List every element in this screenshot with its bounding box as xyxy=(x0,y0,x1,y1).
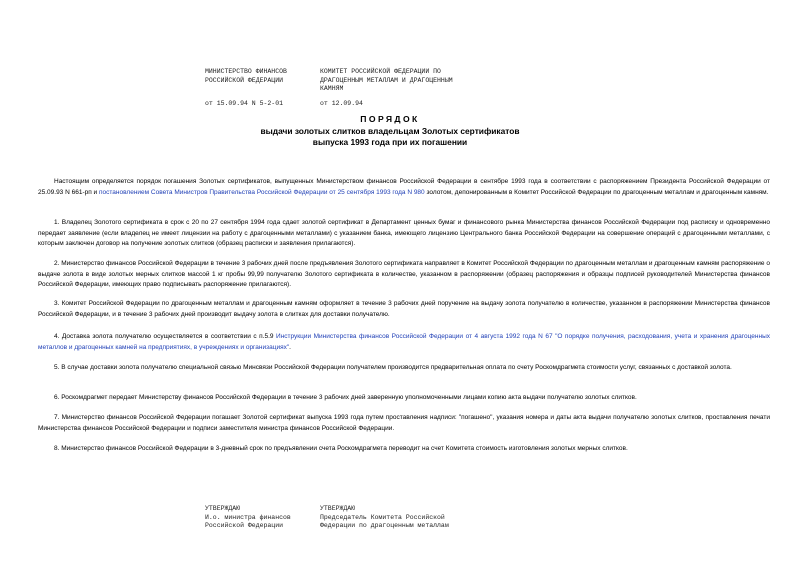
paragraph-text: 3. Комитет Российской Федерации по драгоценным металлам и драгоценным камням оформляет в течение 3 рабочих дней поручение на выдачу золота получателю в количестве, указанном в распоряжении Министерства финансов Российской Федерации, и в течение 3 рабочих дней производит выдачу золота в слитках для доставки получателю. xyxy=(38,300,770,318)
header-right-line: КАМНЯМ xyxy=(320,85,344,92)
approval-right-line: Федерации по драгоценным металлам xyxy=(320,522,449,529)
document-subtitle-line-1: выдачи золотых слитков владельцам Золотых сертификатов xyxy=(260,126,520,136)
header-right-line: КОМИТЕТ РОССИЙСКОЙ ФЕДЕРАЦИИ ПО xyxy=(320,68,441,75)
header-left-line: МИНИСТЕРСТВО ФИНАНСОВ xyxy=(205,68,287,75)
header-right-line: ДРАГОЦЕННЫМ МЕТАЛЛАМ И ДРАГОЦЕННЫМ xyxy=(320,76,453,84)
approval-left-line: УТВЕРЖДАЮ xyxy=(205,505,241,512)
government-decree-link[interactable]: постановлением Совета Министров Правительства Российской Федерации от 25 сентября 1993 года N 980 xyxy=(99,188,425,196)
paragraph-text: 1. Владелец Золотого сертификата в срок с 20 по 27 сентября 1994 года сдает золотой сертификат в Департамент ценных бумаг и финансового рынка Министерства финансов Российской Федерации под расписку и одновременно передает заявление (если владелец не имеет лицензии на работу с драгоценными металлами) с указанием банка, имеющего лицензию Центрального банка Российской Федерации на совершение операций с драгоценными металлами, с которым заключен договор на получение золотых слитков (образец расписки и заявления прилагаются). xyxy=(38,219,770,248)
paragraph-8 xyxy=(38,444,770,455)
approval-right-line: УТВЕРЖДАЮ xyxy=(320,505,356,512)
approval-left-line: И.о. министра финансов xyxy=(205,513,291,521)
paragraph-2 xyxy=(38,259,770,291)
approval-ministry-block xyxy=(205,505,291,531)
paragraph-6 xyxy=(38,393,770,404)
paragraph-1 xyxy=(38,218,770,250)
header-left-date: от 15.09.94 N 5-2-01 xyxy=(205,100,284,107)
document-title: ПОРЯДОК xyxy=(360,114,420,124)
header-left-line: РОССИЙСКОЙ ФЕДЕРАЦИИ xyxy=(205,76,284,84)
paragraph-5 xyxy=(38,363,770,374)
paragraph-text-after: . xyxy=(289,343,291,351)
header-ministry-block xyxy=(205,68,287,85)
header-right-date: от 12.09.94 xyxy=(320,100,363,107)
paragraph-7 xyxy=(38,413,770,434)
paragraph-text: 8. Министерство финансов Российской Федерации в 3-дневный срок по предъявлении счета Роскомдрагмета переводит на счет Комитета стоимость изготовления золотых мерных слитков. xyxy=(54,445,628,452)
header-committee-block xyxy=(320,68,453,94)
approval-left-line: Российской Федерации xyxy=(205,522,284,529)
intro-paragraph xyxy=(38,177,770,198)
intro-text-before: Настоящим определяется порядок погашения Золотых сертификатов, выпущенных Министерством финансов Российской Федерации в сентябре 1993 года в соответствии с распоряжением Президента Российской Федерации от 25.09.93 N 661-рп и xyxy=(38,178,770,196)
paragraph-text: 7. Министерство финансов Российской Федерации погашает Золотой сертификат выпуска 1993 года путем проставления надписи: "погашено", указания номера и даты акта выдачи получателю золотых слитков, проставления печати Министерства финансов Российской Федерации и подписи заместителя министра финансов Российской Федерации. xyxy=(38,414,770,432)
paragraph-text: 6. Роскомдрагмет передает Министерству финансов Российской Федерации в течение 3 рабочих дней заверенную уполномоченными лицами копию акта выдачи получателю золотых слитков. xyxy=(54,394,637,401)
paragraph-text-before: 4. Доставка золота получателю осуществляется в соответствии с п.5.9 xyxy=(54,333,277,340)
intro-text-after: золотом, депонированным в Комитет Российской Федерации по драгоценным металлам и драгоценным камням. xyxy=(424,188,769,196)
ministry-instruction-link[interactable]: Инструкции Министерства финансов Российской Федерации от 4 августа 1992 года N 67 "О порядке получения, расходования, учета и хранения драгоценных металлов и драгоценных камней на предприятиях, в учреждениях и организациях" xyxy=(38,333,771,351)
paragraph-4 xyxy=(38,332,770,353)
paragraph-3 xyxy=(38,299,770,320)
document-subtitle-line-2: выпуска 1993 года при их погашении xyxy=(312,137,468,147)
approval-right-line: Председатель Комитета Российской xyxy=(320,513,445,521)
paragraph-text: 2. Министерство финансов Российской Федерации в течение 3 рабочих дней после предъявления Золотого сертификата направляет в Комитет Российской Федерации по драгоценным металлам и драгоценным камням распоряжение о выдаче золота в виде золотых мерных слитков массой 1 кг пробы 99,99 получателю Золотого сертификата в количестве, указанном в распоряжении (образец распоряжения и образцы подписей руководителей Министерства финансов Российской Федерации, имеющих право подписывать распоряжение прилагаются). xyxy=(38,260,770,289)
approval-committee-block xyxy=(320,505,449,531)
paragraph-text: 5. В случае доставки золота получателю специальной связью Минсвязи Российской Федерации получателем производится предварительная оплата по счету Роскомдрагмета стоимости услуг, связанных с доставкой золота. xyxy=(54,364,732,371)
